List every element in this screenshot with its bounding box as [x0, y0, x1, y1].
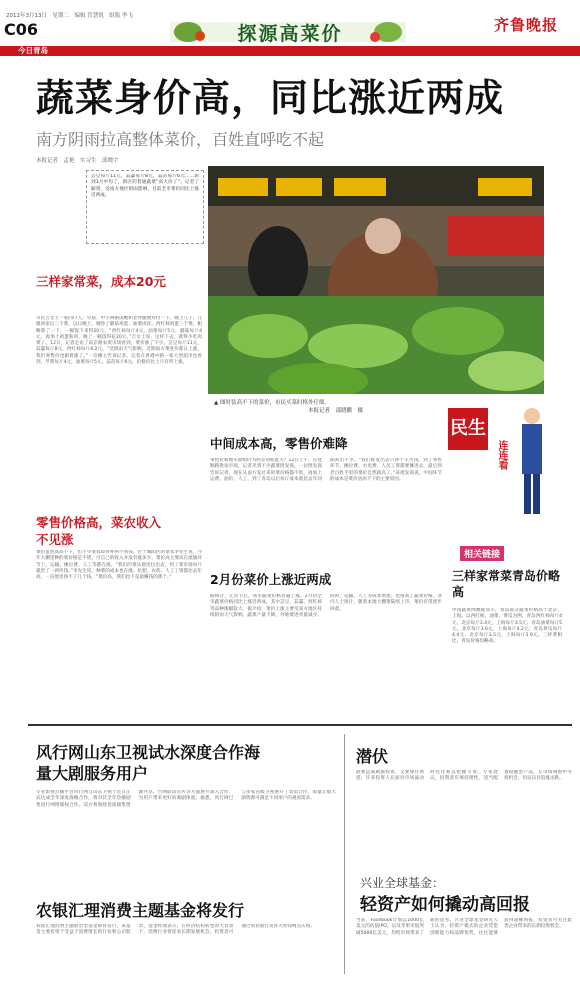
related-link-tag: 相关链接: [460, 546, 504, 561]
body-col-1a: 市民吉女士一家四口人，早晨、中午两顿饭她和老伴随便对付一下，晚上儿子、儿媳回家后三个菜，以日晚上，她炒了蘑菇鸡蛋、油菜肉丝、西红柿鸡蛋三个菜，粗略算了一下，一顿饭下来得20元。“西红柿每斤4元，油菜每斤5元，蘑菇每斤4元，再加上鸡蛋和肉，晚上一顿饭得花20元。”吉女士说，这样下去，就得少吃肉菜了。12日，记者走访了南京路农贸市场看到，菜价涨了不少。芸豆每斤11元，蒜薹每斤8元，西红柿每斤4.2元。“受阴雨天气影响，近期南方菜进价都在上涨，我们零售价也跟着涨了。”一位摊主告诉记者。记者在香港中路一家大型超市也看到，芹菜每斤4元，油菜每斤5元，蒜苗每斤6元，价格均比上月有所上涨。: [36, 316, 202, 366]
banner: [170, 16, 406, 44]
minsheng-badge: 民生: [448, 408, 488, 450]
ad-text-3: 既要远离刺激投资，又要保住诱惑，许多投资人在面对市场波动时往往难以把握节奏。专家建议，投资者应保持理性，适当配置稳健型产品，在市场调整中寻找机会，切忌盲目追涨杀跌。: [356, 770, 572, 782]
subhead-1: [36, 273, 166, 290]
ad-headline-small: 潜伏: [356, 747, 389, 766]
ad-text-2: 农银汇理消费主题股票型基金即将发行，该基金主要投资于受益于消费增长的行业和公司股票，基金经理表示，在经济结构转型的大背景下，消费行业将迎来长期发展机会。投资者可通过农业银行及各大券商网点认购。: [36, 924, 315, 936]
lead-subheadline: 南方阴雨拉高整体菜价，百姓直呼吃不起: [36, 130, 325, 149]
sidebar-text: 中国蔬菜网数据显示，青岛部分蔬菜价格高于北京、上海。以西红柿、油菜、黄瓜为例，青岛西红柿每斤4元，北京每斤3.4元，上海每斤3.5元；青岛油菜每斤5元，北京每斤3.6元，上海每斤4.2元；青岛黄瓜每斤4.4元，北京每斤3.5元，上海每斤3.9元。三样菜相比，青岛价格均略高。: [452, 608, 562, 645]
photo-credit: 本报记者 邵晓鹏 摄: [308, 408, 364, 414]
body-col-1b: 菜价虽然高高不下，但不少菜农却喜呼利不到钱。位于城阳区的菜农李先生说，今年大棚里种的菜价格是不错，可自己的收入并没有涨多少，菜价高主要高在流通环节上，运输、摊位费、人工等都在涨。“我们的菜从地里拉出去，到了菜市场每斤就贵了一两块钱。”李先生说，种菜的成本也在涨，化肥、农药、人工工资都比去年高，一亩地里挣不了几个钱。“菜价高，我们也不是最赚钱的那个。”: [36, 550, 202, 581]
lead-headline: 蔬菜身价高，同比涨近两成: [36, 76, 505, 120]
mascot-figure: [510, 404, 550, 524]
market-photo-image: [208, 166, 544, 394]
sidebar-title: 三样家常菜青岛价略高: [452, 569, 561, 599]
ad-headline-1: 风行网山东卫视试水深度合作海量大剧服务用户: [36, 743, 261, 783]
ad-kicker: 兴业全球基金：: [360, 876, 445, 890]
ad-headline-2: 农银汇理消费主题基金将发行: [36, 901, 245, 920]
byline: 本报记者 孟艳 实习生 邱晓宇: [36, 158, 119, 164]
date-line: 2012年3月13日 星期二 编辑 管慧锐 组版 李飞: [6, 13, 133, 19]
intro-text: 芸豆每斤11元，蒜薹每斤8元，蒜苗每斤6元……新到3月中旬了，新区的普通蔬菜“高大价了”。记者了解到，受南方地区阴雨影响，目前全市菜价同比上涨近两成。: [91, 174, 199, 198]
body-col-2a: 零售价和地头收购价为何差别如此大？12日上午，在抚顺路批发市场，记者见到不少蔬菜批发商。一位批发商告诉记者，现在从南方发过来的菜价格都不低，再加上运费、油价、人工，到了青岛以后每斤成本就比去年同期高出不少。“我们批发出去只挣个辛苦钱，到了零售环节，摊位费、水电费、人员工资都要摊进去，最后到老百姓手里的菜价自然就高了。”该批发商说，中间环节的成本是菜价居高不下的主要原因。: [210, 458, 442, 482]
market-photo: [208, 166, 544, 394]
column-divider: [344, 734, 345, 974]
ad-text-4: 当前，Facebook计划以1000亿美元的估值IPO，以及苹果市值突破5000亿美元，均给市场带来了新的思考。兴业全球基金研究人士认为，轻资产模式的企业凭借创新能力和品牌优势，往往能够获得超额回报，投资者可关注此类企业带来的长期投资机会。: [356, 918, 572, 936]
photo-caption: ▲ 图时装高不下的菜价，市民买菜时格外仔细。: [214, 400, 330, 406]
subhead-3: 中间成本高，零售价难降: [210, 436, 348, 451]
section-divider: [28, 724, 572, 726]
section-label: 今日青岛: [18, 46, 48, 55]
series-label: 连连看: [496, 440, 507, 470]
section-bar: [0, 46, 580, 56]
subhead-2-text: 零售价格高，菜农收入不见涨: [36, 515, 162, 547]
ad-headline-3: 轻资产如何撬动高回报: [360, 895, 530, 915]
paper-name: 齐鲁晚报: [494, 16, 559, 34]
ad-text-1: 专业影视点播平台风行网与山东卫视于近日正式达成全年深度战略合作，将对其全年热播剧集进行网络版权合作。双方将围绕优质剧集资源共享、台网联动宣传等方面展开深入合作，为用户带来更好的观剧体验。据悉，风行网已与多家省级卫视展开了类似合作，海量正版大剧资源可满足不同用户的观看需求。: [36, 790, 336, 808]
subhead-1-text: 三样家常菜，成本20元: [36, 274, 166, 289]
body-col-2b: 据统计，元宵节后，我市蔬菜价格普遍上涨。2月份全市蔬菜价格同比上涨近两成，其中芸豆、蒜薹、西红柿等品种涨幅较大。据介绍，菜价上涨主要受南方地区持续阴雨天气影响，蔬菜产量下降，外地菜进青量减少。同时，运输、人工等成本增加，也推高了蔬菜价格。业内人士预计，随着本地大棚菜陆续上市，菜价有望逐步回落。: [210, 594, 442, 618]
photo-caption-text: 图时装高不下的菜价，市民买菜时格外仔细。: [219, 400, 330, 406]
page-number: C06: [4, 20, 39, 39]
subhead-4: 2月份菜价上涨近两成: [210, 572, 332, 587]
intro-box: [86, 170, 204, 244]
subhead-2: [36, 514, 166, 548]
mascot-icon: [510, 404, 550, 524]
banner-title: 探源高菜价: [237, 23, 343, 45]
